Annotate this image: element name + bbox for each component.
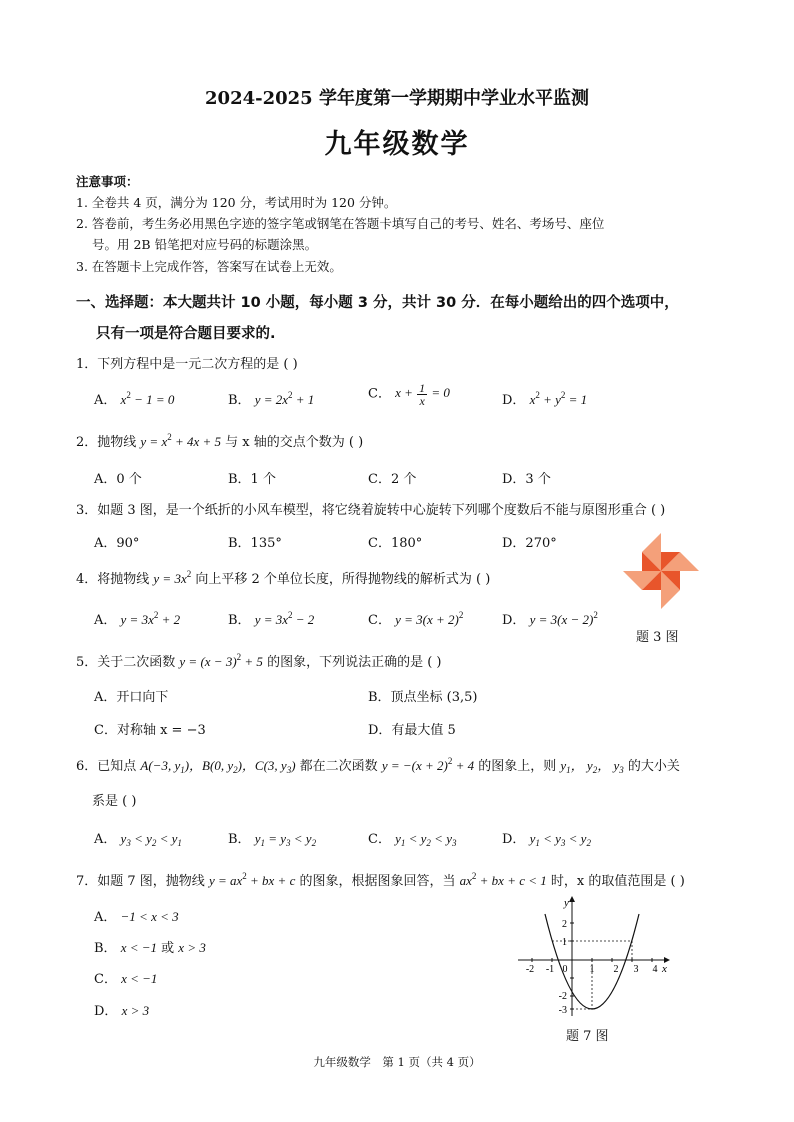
y-axis-arrow [569,896,575,902]
question-2-option-c: C．2 个 [368,472,417,487]
math-expression: $y = (x - 3)^2 + 5$ [179,652,263,669]
math-expression: x < −1 [120,940,158,955]
question-3-stem: 3．如题 3 图，是一个纸折的小风车模型，将它绕着旋转中心旋转下列哪个度数后不能与原图形重合 ( ) [76,503,666,518]
question-1-option-c: C． x + $\frac{1}{x}$ = 0 [368,381,450,408]
question-7-option-c: C． x < −1 [94,971,158,987]
question-3-option-c: C．180° [368,536,423,551]
x-tick-label: 2 [613,964,619,975]
x-tick-label: 1 [589,964,595,975]
x-tick-label: -2 [525,964,535,975]
math-expression: $y = 2x^2 + 1$ [254,390,315,407]
question-3-option-b: B．135° [228,536,282,551]
question-5-option-d: D．有最大值 5 [368,723,456,738]
math-expression: $x^2 + y^2 = 1$ [529,390,588,407]
math-expression: $y = 3x^2$ [153,569,192,586]
question-1-stem: 1．下列方程中是一元二次方程的是 ( ) [76,357,298,372]
math-expression: $y_1 < y_3 < y_2$ [529,831,591,848]
question-7-option-b: B． x < −1 或 x > 3 [94,940,206,956]
question-5-stem: 5．关于二次函数 $y = (x - 3)^2 + 5$ 的图象，下列说法正确的是 ( ) [76,652,442,670]
math-expression: x < −1 [121,971,158,986]
question-7-stem: 7．如题 7 图，抛物线 $y = ax^2$ + bx + c 的图象，根据图象回答，当 $ax^2$ + bx + c < 1 时，x 的取值范围是 ( ) [76,871,685,889]
exam-title: 2024-2025 学年度第一学期期中学业水平监测 [205,88,589,109]
question-6-option-b: B． $y_1 = y_3 < y_2$ [228,831,317,848]
parabola-graph [512,892,677,1022]
math-expression: $y = 3x^2 - 2$ [254,610,315,627]
question-1-option-b: B． $y = 2x^2 + 1$ [228,390,315,408]
section-heading-cont: 只有一项是符合题目要求的. [96,326,276,342]
question-6-option-c: C． $y_1 < y_2 < y_3$ [368,831,457,848]
page-footer: 九年级数学 第 1 页（共 4 页） [313,1055,481,1069]
notice-item-2-cont: 号。用 2B 铅笔把对应号码的标题涂黑。 [92,237,318,252]
question-2-stem: 2．抛物线 $y = x^2 + 4x + 5$ 与 x 轴的交点个数为 ( ) [76,432,364,450]
x-axis-label: x [662,963,667,975]
question-2-option-b: B．1 个 [228,472,276,487]
y-tick-label: 2 [562,919,567,930]
x-tick-label: -1 [545,964,555,975]
question-4-option-c: C． $y = 3(x + 2)^2$ [368,610,464,628]
figure-7-caption: 题 7 图 [566,1029,609,1044]
math-expression: $y = 3(x + 2)^2$ [395,610,464,627]
math-expression: A(−3, $y_1$)，B(0, $y_2$)，C(3, $y_3$) [140,758,296,775]
question-7-option-d: D． x > 3 [94,1003,150,1019]
question-4-stem: 4．将抛物线 $y = 3x^2$ 向上平移 2 个单位长度，所得抛物线的解析式为 ( ) [76,569,491,587]
notice-heading: 注意事项： [76,174,139,189]
question-1-option-a: A． $x^2 - 1 = 0$ [94,390,175,408]
notice-item-1: 1. 全卷共 4 页，满分为 120 分，考试用时为 120 分钟。 [76,195,397,210]
subject-title: 九年级数学 [324,129,470,160]
y-tick-label: -2 [558,991,567,1002]
math-expression: $y = x^2 + 4x + 5$ [140,432,222,449]
y-tick-label: 1 [562,937,567,948]
question-6-option-d: D． $y_1 < y_3 < y_2$ [502,831,591,848]
question-1-option-d: D． $x^2 + y^2 = 1$ [502,390,588,408]
section-heading: 一、选择题：本大题共计 10 小题，每小题 3 分，共计 30 分．在每小题给出的四个选项中， [76,295,679,311]
math-expression: −1 < x < 3 [120,909,179,924]
math-expression: $y = -(x + 2)^2 + 4$ [381,756,475,773]
question-2-option-a: A．0 个 [94,472,142,487]
question-5-option-c: C．对称轴 x = −3 [94,723,206,738]
math-expression: $y_1 < y_2 < y_3$ [395,831,457,848]
question-6-stem: 6．已知点 A(−3, $y_1$)，B(0, $y_2$)，C(3, $y_3$) 都在二次函数 $y = -(x + 2)^2 + 4$ 的图象上，则 $y_1$， $y_2$， $y_3$ 的大小关 [76,756,680,775]
question-5-option-a: A．开口向下 [94,690,169,705]
math-expression: $y = 3(x - 2)^2$ [529,610,598,627]
math-expression: x > 3 [121,1003,150,1018]
x-tick-label: 4 [652,964,658,975]
question-6-option-a: A． $y_3 < y_2 < y_1$ [94,831,182,848]
y-tick-label: -3 [558,1005,567,1016]
question-3-option-a: A．90° [94,536,140,551]
math-expression: $y = ax^2$ + bx + c [208,871,296,888]
question-3-option-d: D．270° [502,536,557,551]
question-7-option-a: A． −1 < x < 3 [94,909,179,925]
pinwheel-blades [623,533,699,609]
math-expression: $y_3 < y_2 < y_1$ [120,831,182,848]
math-expression: x + $\frac{1}{x}$ = 0 [395,381,450,408]
question-4-option-a: A． $y = 3x^2 + 2$ [94,610,181,628]
x-tick-label: 3 [633,964,639,975]
question-5-option-b: B．顶点坐标 (3,5) [368,690,478,705]
math-expression: $y_1 = y_3 < y_2$ [254,831,317,848]
y-axis-label: y [564,897,569,909]
pinwheel-figure [620,530,702,612]
question-2-option-d: D．3 个 [502,472,551,487]
notice-item-2: 2. 答卷前，考生务必用黑色字迹的签字笔或钢笔在答题卡填写自己的考号、姓名、考场号、座位 [76,216,605,231]
math-expression: $y_1$， $y_2$， $y_3$ [560,758,624,775]
math-expression: $ax^2$ + bx + c < 1 [459,871,547,888]
origin-label: 0 [562,964,568,975]
question-6-stem-cont: 系是 ( ) [92,794,137,809]
notice-item-3: 3. 在答题卡上完成作答，答案写在试卷上无效。 [76,259,342,274]
math-expression: x > 3 [178,940,206,955]
question-4-option-b: B． $y = 3x^2 - 2$ [228,610,315,628]
math-expression: $y = 3x^2 + 2$ [120,610,181,627]
question-4-option-d: D． $y = 3(x - 2)^2$ [502,610,598,628]
figure-3-caption: 题 3 图 [636,630,679,645]
math-expression: $x^2 - 1 = 0$ [120,390,175,407]
fraction: $\frac{1}{x}$ [419,381,426,408]
